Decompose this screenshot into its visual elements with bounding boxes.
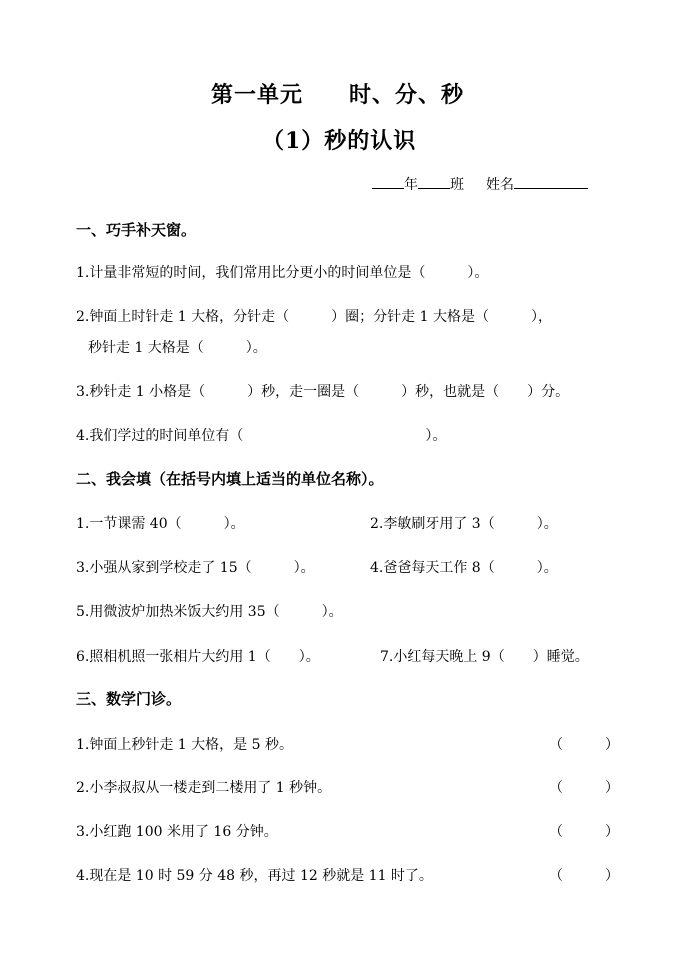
section-2-heading: 二、我会填（在括号内填上适当的单位名称）。 <box>76 470 384 488</box>
unit-title: 第一单元 时、分、秒 <box>211 82 465 108</box>
year-blank[interactable] <box>372 174 404 189</box>
name-blank[interactable] <box>514 174 588 189</box>
answer-bracket-3-2[interactable]: （ ） <box>549 780 619 796</box>
question-1-2-cont: 秒针走 1 大格是（ ）。 <box>88 340 267 356</box>
question-1-3: 3.秒针走 1 小格是（ ）秒，走一圈是（ ）秒，也就是（ ）分。 <box>76 384 570 400</box>
student-info: 年 班 姓名 <box>372 174 588 194</box>
question-3-1: 1.钟面上秒针走 1 大格，是 5 秒。 <box>76 737 293 753</box>
question-2-1: 1.一节课需 40（ ）。 <box>76 516 245 532</box>
class-blank[interactable] <box>418 174 450 189</box>
section-3-heading: 三、数学门诊。 <box>76 690 182 708</box>
question-2-2: 2.李敏刷牙用了 3（ ）。 <box>370 516 558 532</box>
question-3-3: 3.小红跑 100 米用了 16 分钟。 <box>76 824 278 840</box>
question-2-6: 6.照相机照一张相片大约用 1（ ）。 <box>76 649 320 665</box>
question-1-2: 2.钟面上时针走 1 大格，分针走（ ）圈；分针走 1 大格是（ ）， <box>76 309 552 325</box>
question-2-3: 3.小强从家到学校走了 15（ ）。 <box>76 560 315 576</box>
question-2-7: 7.小红每天晚上 9（ ）睡觉。 <box>380 649 589 665</box>
question-1-1: 1.计量非常短的时间，我们常用比分更小的时间单位是（ ）。 <box>76 265 489 281</box>
answer-bracket-3-4[interactable]: （ ） <box>549 868 619 884</box>
question-2-4: 4.爸爸每天工作 8（ ）。 <box>370 560 558 576</box>
answer-bracket-3-1[interactable]: （ ） <box>549 737 619 753</box>
lesson-title: （1）秒的认识 <box>262 128 417 154</box>
question-3-4: 4.现在是 10 时 59 分 48 秒，再过 12 秒就是 11 时了。 <box>76 868 433 884</box>
question-3-2: 2.小李叔叔从一楼走到二楼用了 1 秒钟。 <box>76 780 332 796</box>
question-1-4: 4.我们学过的时间单位有（ ）。 <box>76 428 447 444</box>
section-1-heading: 一、巧手补天窗。 <box>76 221 197 239</box>
answer-bracket-3-3[interactable]: （ ） <box>549 824 619 840</box>
question-2-5: 5.用微波炉加热米饭大约用 35（ ）。 <box>76 604 343 620</box>
